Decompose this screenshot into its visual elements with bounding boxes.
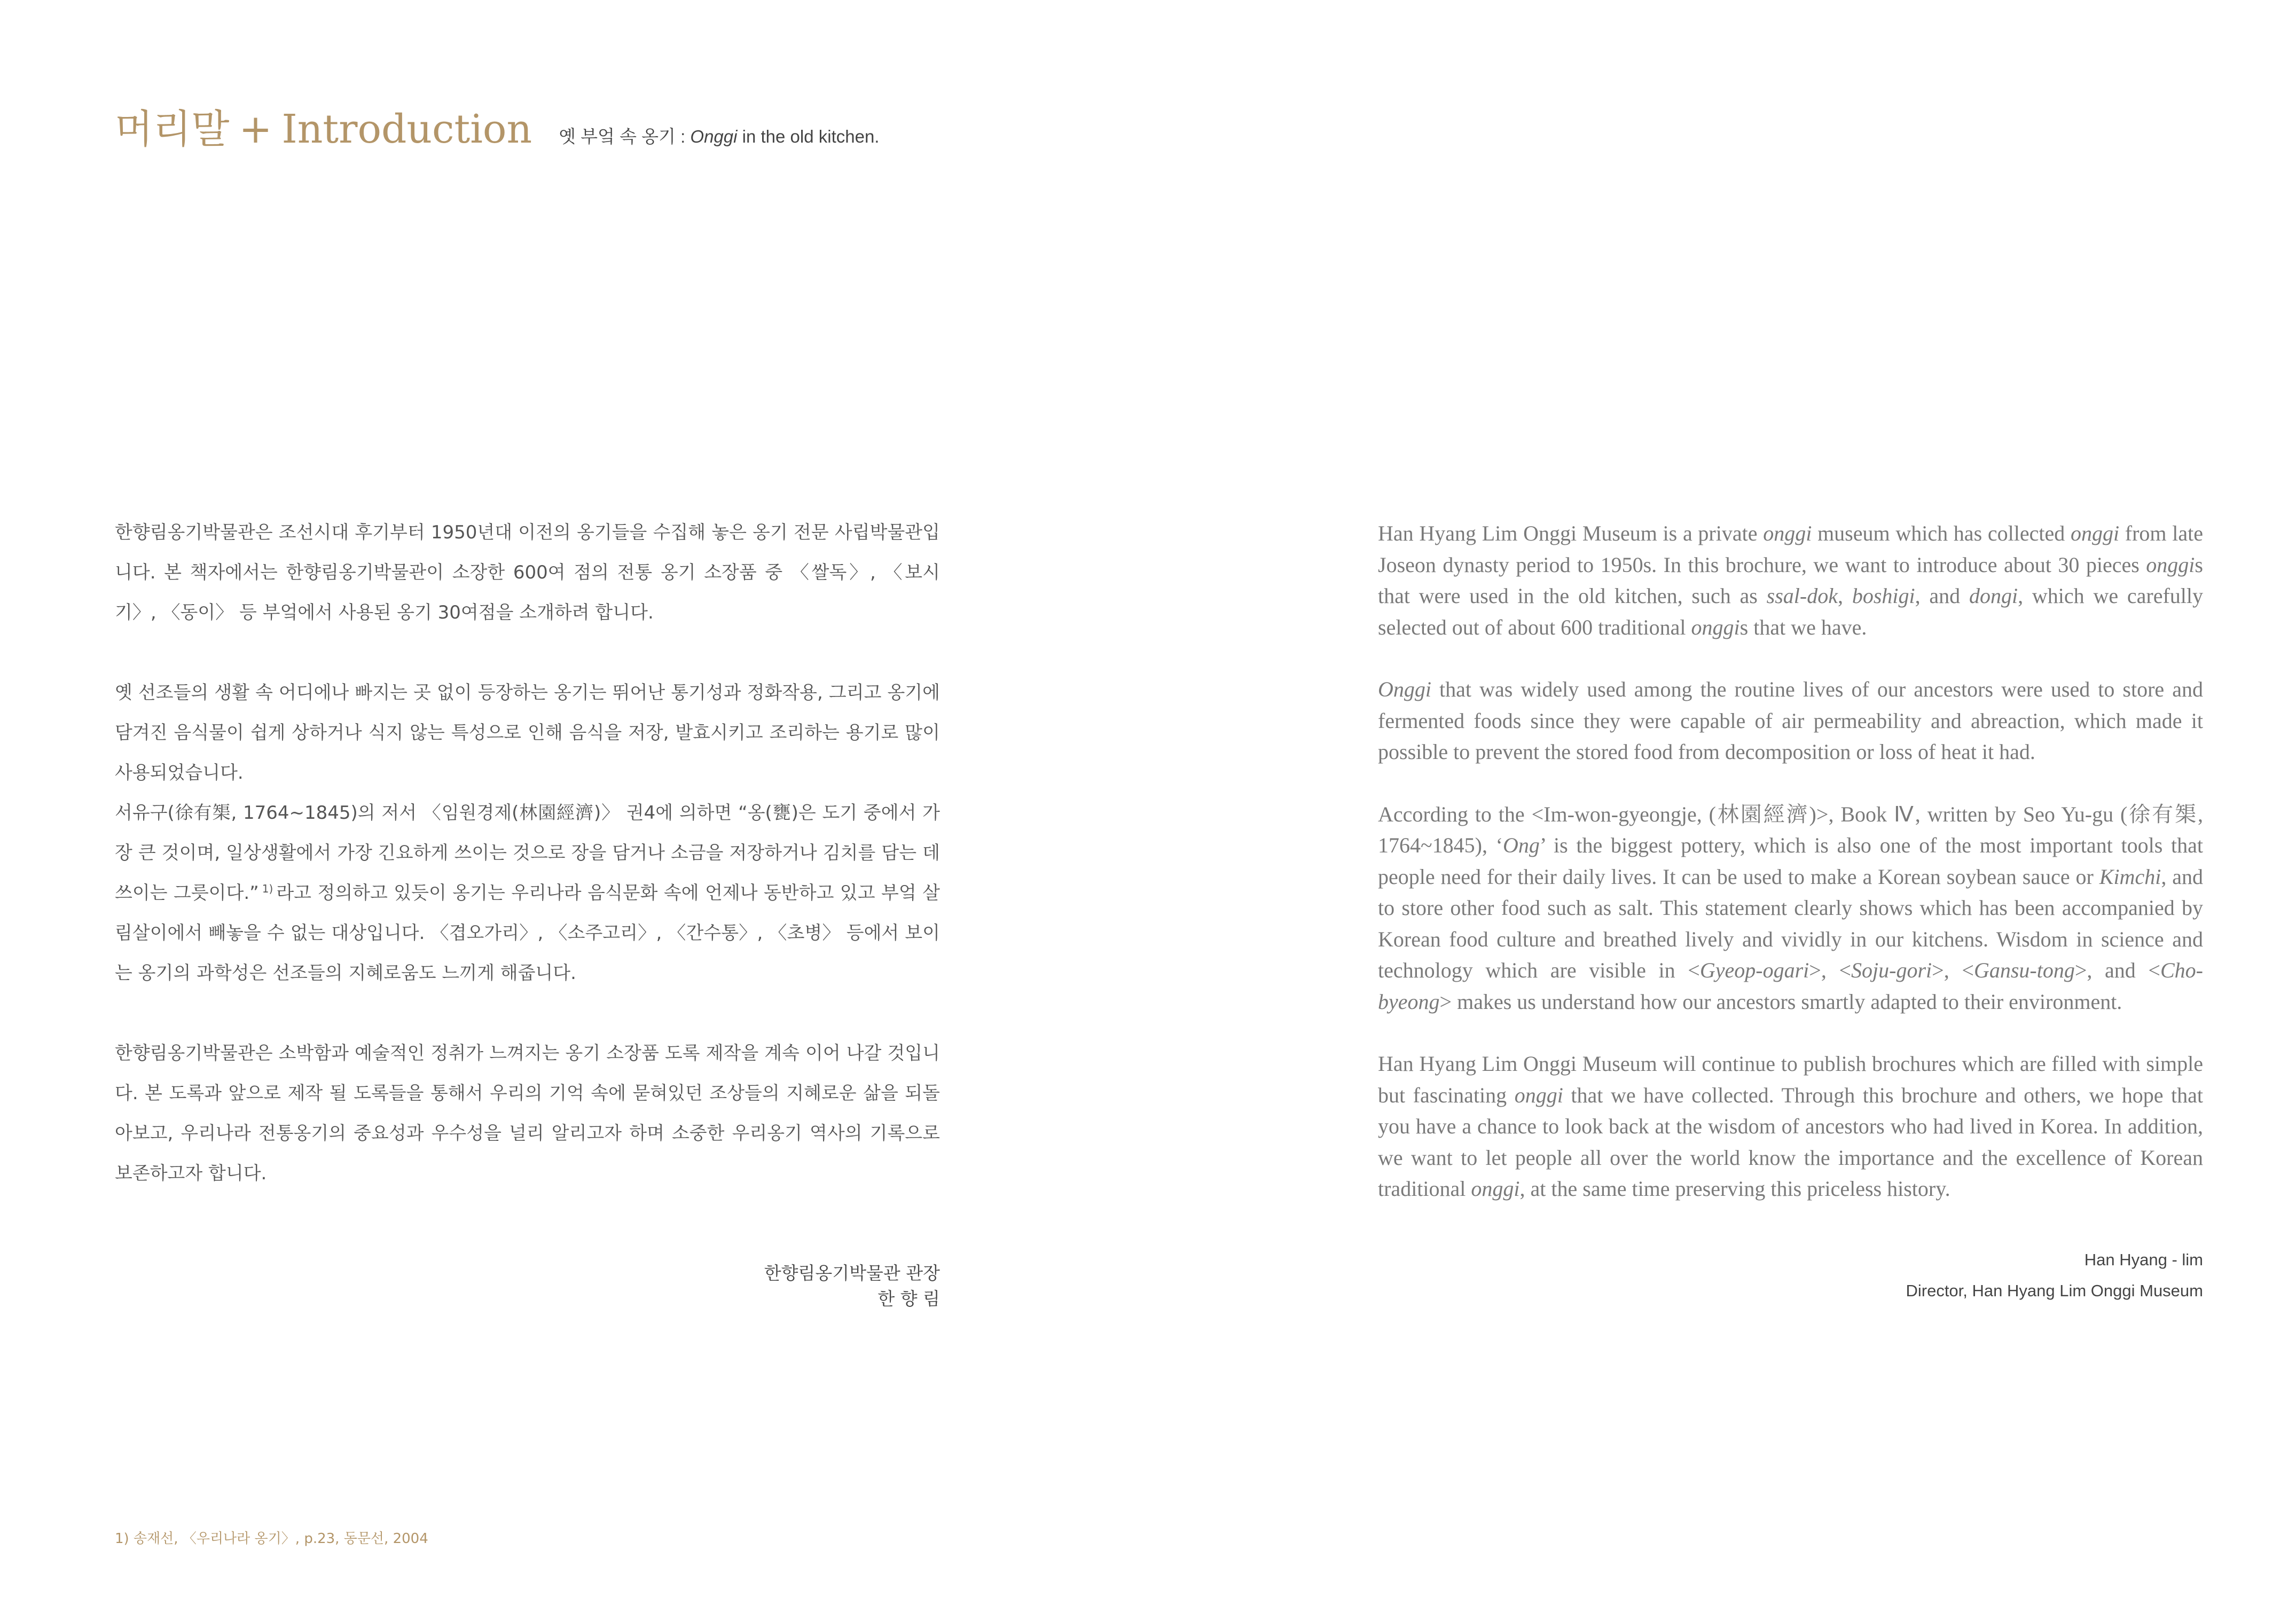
korean-signature-title: 한향림옹기박물관 관장 [764, 1263, 940, 1283]
korean-signature-name: 한 향 림 [877, 1288, 940, 1309]
english-paragraph-3: According to the <Im-won-gyeongje, (林園經濟)>, Book Ⅳ, written by Seo Yu-gu (徐有榘, 1764~1845), ‘Ong’ is the biggest pottery, which is also one of the most important tools that people need for their daily lives. It can be used to make a Korean soybean sauce or Kimchi, and to store other food such as salt. This statement clearly shows which has been accompanied by Korean food culture and breathed lively and vividly in our kitchens. Wisdom in science and technology which are visible in <Gyeop-ogari>, <Soju-gori>, <Gansu-tong>, and <Cho-byeong> makes us understand how our ancestors smartly adapted to their environment. [1378, 802, 2203, 1014]
korean-signature [673, 1260, 940, 1312]
english-text-column [1378, 518, 2203, 1236]
subtitle-korean: 옛 부엌 속 옹기 : [559, 127, 691, 146]
english-signature-title: Director, Han Hyang Lim Onggi Museum [1906, 1281, 2203, 1300]
korean-paragraph-3 [115, 793, 940, 993]
subtitle-english: in the old kitchen. [737, 127, 880, 146]
title-korean: 머리말 [115, 106, 230, 152]
korean-paragraph-3-rest: 라고 정의하고 있듯이 옹기는 우리나라 음식문화 속에 언제나 동반하고 있고 부엌 살림살이에서 빼놓을 수 없는 대상입니다. 〈겹오가리〉, 〈소주고리〉, 〈간수통〉, 〈초병〉 등에서 보이는 옹기의 과학성은 선조들의 지혜로움도 느끼게 해줍니다. [115, 882, 941, 984]
page-heading [115, 106, 880, 174]
english-signature [1827, 1244, 2203, 1306]
english-paragraph-2: Onggi that was widely used among the routine lives of our ancestors were used to store and fermented foods since they were capable of air permeability and abreaction, which made it possible to prevent the stored food from decomposition or loss of heat it had. [1378, 677, 2203, 764]
page-title [115, 106, 532, 152]
english-paragraph-4: Han Hyang Lim Onggi Museum will continue to publish brochures which are filled with simple but fascinating onggi that we have collected. Through this brochure and others, we hope that you have a chance to look back at the wisdom of ancestors who had lived in Korea. In addition, we want to let people all over the world know the importance and the excellence of Korean traditional onggi, at the same time preserving this priceless history. [1378, 1052, 2203, 1201]
footnote-marker: 1) [262, 882, 273, 895]
footnote: 1) 송재선, 〈우리나라 옹기〉, p.23, 동문선, 2004 [115, 1531, 428, 1547]
title-english: Introduction [281, 106, 532, 152]
korean-paragraph-3-quote: 서유구(徐有榘, 1764~1845)의 저서 〈임원경제(林園經濟)〉 권4에 의하면 “옹(甕)은 도기 중에서 가장 큰 것이며, 일상생활에서 가장 긴요하게 쓰이는 것으로 장을 담거나 소금을 저장하거나 김치를 담는 데 쓰이는 그릇이다.” [115, 802, 940, 904]
korean-text-column [115, 513, 940, 1234]
korean-paragraph-1: 한향림옹기박물관은 조선시대 후기부터 1950년대 이전의 옹기들을 수집해 놓은 옹기 전문 사립박물관입니다. 본 책자에서는 한향림옹기박물관이 소장한 600여 점의 전통 옹기 소장품 중 〈쌀독〉, 〈보시기〉, 〈동이〉 등 부엌에서 사용된 옹기 30여점을 소개하려 합니다. [115, 522, 940, 623]
page-subtitle [559, 123, 879, 148]
title-plus: + [239, 106, 272, 152]
subtitle-onggi: Onggi [690, 127, 738, 146]
english-paragraph-1: Han Hyang Lim Onggi Museum is a private onggi museum which has collected onggi from late Joseon dynasty period to 1950s. In this brochure, we want to introduce about 30 pieces onggis that were used in the old kitchen, such as ssal-dok, boshigi, and dongi, which we carefully selected out of about 600 traditional onggis that we have. [1378, 521, 2204, 639]
korean-paragraph-4: 한향림옹기박물관은 소박함과 예술적인 정취가 느껴지는 옹기 소장품 도록 제작을 계속 이어 나갈 것입니다. 본 도록과 앞으로 제작 될 도록들을 통해서 우리의 기억 속에 묻혀있던 조상들의 지혜로운 삶을 되돌아보고, 우리나라 전통옹기의 중요성과 우수성을 널리 알리고자 하며 소중한 우리옹기 역사의 기록으로 보존하고자 합니다. [115, 1043, 940, 1184]
english-signature-name: Han Hyang - lim [2084, 1250, 2203, 1269]
korean-paragraph-2: 옛 선조들의 생활 속 어디에나 빠지는 곳 없이 등장하는 옹기는 뛰어난 통기성과 정화작용, 그리고 옹기에 담겨진 음식물이 쉽게 상하거나 식지 않는 특성으로 인해 음식을 저장, 발효시키고 조리하는 용기로 많이 사용되었습니다. [115, 682, 940, 784]
